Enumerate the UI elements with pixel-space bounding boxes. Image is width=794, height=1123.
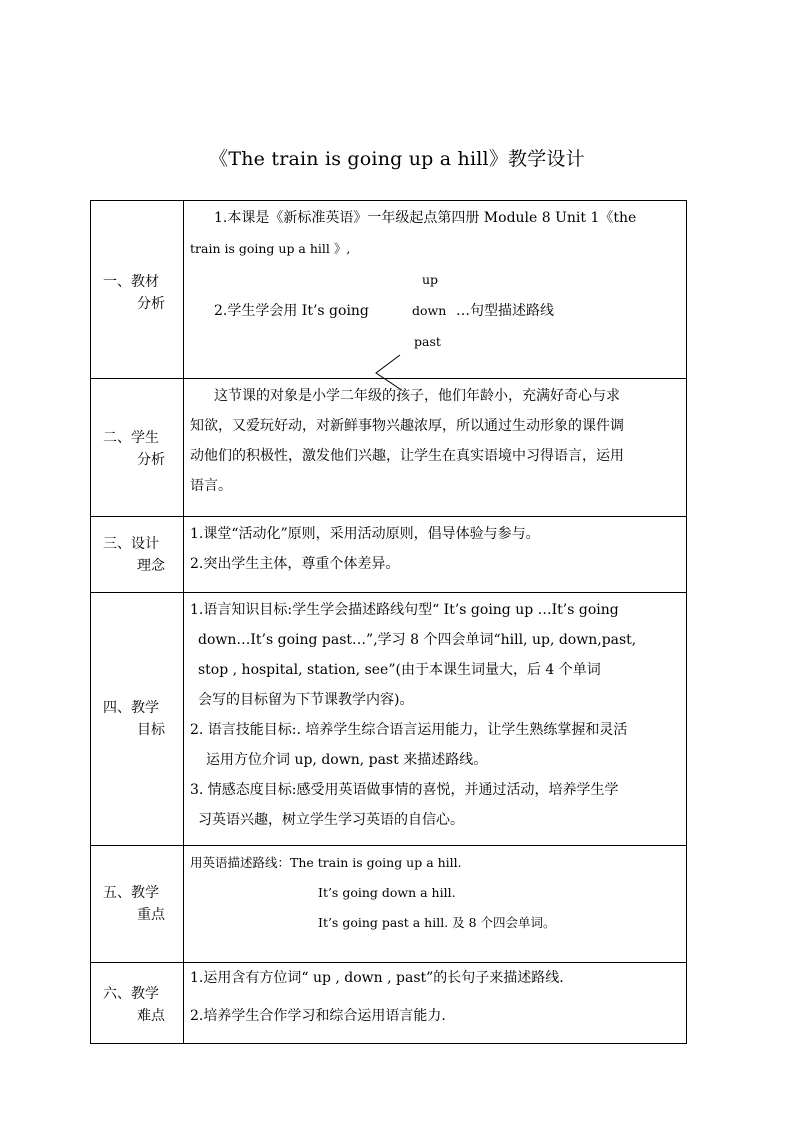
row-label-cell bbox=[91, 846, 184, 963]
content-line: 这节课的对象是小学二年级的孩子，他们年龄小，充满好奇心与求 bbox=[214, 388, 620, 404]
table-row bbox=[91, 963, 687, 1044]
content-line: 3. 情感态度目标:感受用英语做事情的喜悦，并通过活动，培养学生学 bbox=[190, 782, 619, 798]
row-label-cell bbox=[91, 201, 184, 379]
page-title: 《The train is going up a hill》教学设计 bbox=[209, 148, 585, 170]
lesson-plan-table bbox=[90, 200, 687, 1044]
content-line: 2.突出学生主体，尊重个体差异。 bbox=[190, 556, 400, 572]
content-line: 习英语兴趣，树立学生学习英语的自信心。 bbox=[198, 812, 464, 828]
content-line: It’s going past a hill. 及 8 个四会单词。 bbox=[318, 915, 556, 930]
row-label: 分析 bbox=[137, 296, 165, 312]
row-label-cell bbox=[91, 963, 184, 1044]
row-label: 二、学生 bbox=[103, 430, 159, 446]
row-content-cell bbox=[184, 846, 687, 963]
row-label: 分析 bbox=[137, 452, 165, 468]
content-line: 用英语描述路线：The train is going up a hill. bbox=[190, 855, 462, 870]
table-row bbox=[91, 517, 687, 593]
content-word: past bbox=[414, 334, 441, 349]
table-row bbox=[91, 201, 687, 379]
row-label: 重点 bbox=[137, 907, 165, 923]
row-label: 难点 bbox=[137, 1008, 165, 1024]
row-label-cell bbox=[91, 379, 184, 517]
row-label: 一、教材 bbox=[103, 274, 159, 290]
row-content-cell bbox=[184, 379, 687, 517]
row-label: 四、教学 bbox=[103, 700, 159, 716]
content-line: 知欲，又爱玩好动，对新鲜事物兴趣浓厚，所以通过生动形象的课件调 bbox=[190, 418, 624, 434]
row-content-cell bbox=[184, 593, 687, 846]
content-line: down…It’s going past…”,学习 8 个四会单词“hill, up, down,past, bbox=[198, 632, 637, 648]
row-label-cell bbox=[91, 517, 184, 593]
table-row bbox=[91, 846, 687, 963]
content-word: down bbox=[412, 303, 447, 318]
content-line: 会写的目标留为下节课教学内容)。 bbox=[198, 692, 414, 708]
table-row bbox=[91, 593, 687, 846]
row-content-cell bbox=[184, 517, 687, 593]
content-line: train is going up a hill 》, bbox=[190, 241, 351, 256]
content-line: 2.培养学生合作学习和综合运用语言能力. bbox=[190, 1008, 446, 1024]
content-line: …句型描述路线 bbox=[456, 303, 554, 319]
content-line: 1.语言知识目标:学生学会描述路线句型“ It’s going up …It’s going bbox=[190, 602, 619, 618]
content-line: 1.本课是《新标准英语》一年级起点第四册 Module 8 Unit 1《the bbox=[214, 210, 637, 226]
content-line: stop , hospital, station, see”(由于本课生词量大，后 4 个单词 bbox=[198, 662, 601, 678]
row-label-cell bbox=[91, 593, 184, 846]
row-content-cell bbox=[184, 201, 687, 379]
table-row bbox=[91, 379, 687, 517]
content-word: up bbox=[422, 272, 439, 287]
row-label: 五、教学 bbox=[103, 885, 159, 901]
content-line: 1.课堂“活动化”原则，采用活动原则，倡导体验与参与。 bbox=[190, 526, 540, 542]
row-label: 三、设计 bbox=[103, 536, 159, 552]
row-label: 目标 bbox=[137, 722, 165, 738]
row-label: 理念 bbox=[137, 558, 165, 574]
row-content-cell bbox=[184, 963, 687, 1044]
content-line: It’s going down a hill. bbox=[318, 885, 456, 900]
content-line: 语言。 bbox=[190, 478, 232, 494]
content-line: 2. 语言技能目标:. 培养学生综合语言运用能力，让学生熟练掌握和灵活 bbox=[190, 722, 628, 738]
content-line: 运用方位介词 up, down, past 来描述路线。 bbox=[206, 752, 488, 768]
content-line: 2.学生学会用 It’s going bbox=[214, 303, 369, 319]
content-line: 1.运用含有方位词“ up , down , past”的长句子来描述路线. bbox=[190, 970, 564, 986]
row-label: 六、教学 bbox=[103, 986, 159, 1002]
content-line: 动他们的积极性，激发他们兴趣，让学生在真实语境中习得语言，运用 bbox=[190, 448, 624, 464]
